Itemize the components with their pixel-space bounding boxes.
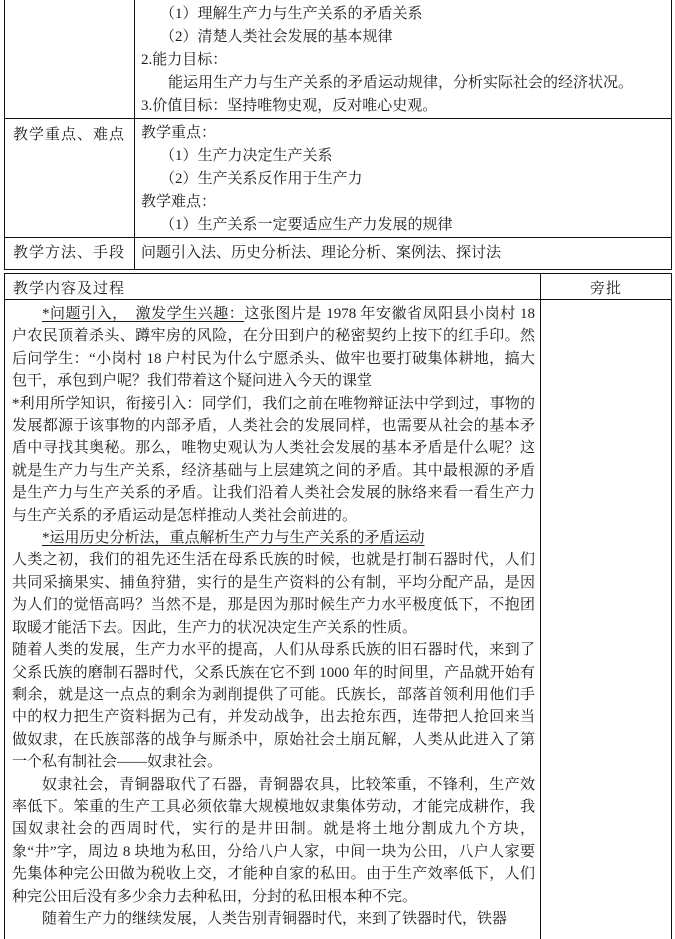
key-point-line: （1）生产力决定生产关系 <box>160 148 333 164</box>
content-paragraph <box>12 908 535 930</box>
key-point-line: （1）生产关系一定要适应生产力发展的规律 <box>160 217 453 233</box>
objective-line: （1）理解生产力与生产关系的矛盾关系 <box>160 6 423 22</box>
paragraph-text: 这张图片是 1978 年安徽省凤阳县小岗村 18 户农民顶着杀头、蹲牢房的风险，在分田到户的秘密契约上按下的红手印。然后问学生：“小岗村 18 户村民为什么宁愿杀头、做牢也要打破集体耕地，搞大包干，承包到户呢？我们带着这个疑问进入今天的课堂 <box>12 306 535 390</box>
paragraph-lead: *问题引入， 激发学生兴趣： <box>42 306 245 322</box>
content-paragraph <box>12 527 535 549</box>
content-paragraph <box>12 549 535 639</box>
content-header-row <box>5 274 672 300</box>
key-points-label: 教学重点、难点 <box>5 119 135 238</box>
methods-row <box>5 238 672 270</box>
objective-line: （2）清楚人类社会发展的基本规律 <box>160 29 393 45</box>
content-process-header: 教学内容及过程 <box>5 274 541 300</box>
paragraph-lead: *运用历史分析法，重点解析生产力与生产关系的矛盾运动 <box>42 530 425 547</box>
lesson-info-table <box>4 0 672 270</box>
teaching-content-cell <box>5 300 541 939</box>
objectives-content-cell <box>135 0 672 119</box>
objective-line: 能运用生产力与生产关系的矛盾运动规律，分析实际社会的经济状况。 <box>168 75 634 91</box>
key-point-line: （2）生产关系反作用于生产力 <box>160 171 363 187</box>
objective-line: 2.能力目标： <box>141 52 228 68</box>
content-paragraph <box>12 303 535 393</box>
content-paragraph <box>12 774 535 908</box>
key-point-line: 教学重点： <box>141 125 217 141</box>
side-notes-column <box>541 300 672 939</box>
content-body-row <box>5 300 672 939</box>
key-points-row <box>5 119 672 238</box>
side-notes-header: 旁批 <box>541 274 672 300</box>
paragraph-text: 随着生产力的继续发展，人类告别青铜器时代，来到了铁器时代，铁器 <box>42 910 508 927</box>
paragraph-text: 人类之初，我们的祖先还生活在母系氏族的时候，也就是打制石器时代，人们共同采摘果实、捕鱼狩猎，实行的是生产资料的公有制，平均分配产品，是因为人们的觉悟高吗？当然不是，那是因为那时候生产力水平极度低下，不抱团取暖才能活下去。因此，生产力的状况决定生产关系的性质。 <box>12 552 535 636</box>
methods-label: 教学方法、手段 <box>5 238 135 270</box>
objectives-row <box>5 0 672 119</box>
key-points-content-cell <box>135 119 672 238</box>
teaching-content-table <box>4 273 672 939</box>
paragraph-text: 随着人类的发展，生产力水平的提高，人们从母系氏族的旧石器时代，来到了父系氏族的磨制石器时代，父系氏族在它不到 1000 年的时间里，产品就开始有剩余，就是这一点点的剩余为剥削提供了可能。氏族长，部落首领利用他们手中的权力把生产资料据为己有，并发动战争，出去抢东西，连带把人抢回来当做奴隶，在氏族部落的战争与厮杀中，原始社会土崩瓦解，人类从此进入了第一个私有制社会——奴隶社会。 <box>12 642 535 771</box>
paragraph-text: *利用所学知识，衔接引入：同学们，我们之前在唯物辩证法中学到过，事物的发展都源于该事物的内部矛盾，人类社会的发展同样，也需要从社会的基本矛盾中寻找其奥秘。那么，唯物史观认为人类社会发展的基本矛盾是什么呢？这就是生产力与生产关系，经济基础与上层建筑之间的矛盾。其中最根源的矛盾是生产力与生产关系的矛盾。让我们沿着人类社会发展的脉络来看一看生产力与生产关系的矛盾运动是怎样推动人类社会前进的。 <box>12 395 535 524</box>
key-point-line: 教学难点： <box>141 194 217 210</box>
methods-content: 问题引入法、历史分析法、理论分析、案例法、探讨法 <box>135 238 672 270</box>
content-paragraph <box>12 639 535 773</box>
paragraph-text: 奴隶社会，青铜器取代了石器，青铜器农具，比较笨重，不锋利，生产效率低下。笨重的生产工具必须依靠大规模地奴隶集体劳动，才能完成耕作，我国奴隶社会的西周时代，实行的是井田制。就是将土地分割成九个方块，象“井”字，周边 8 块地为私田，分给八户人家，中间一块为公田，八户人家要先集体种完公田做为税收上交，才能种自家的私田。由于生产效率低下，人们种完公田后没有多少余力去种私田，分封的私田根本种不完。 <box>12 776 535 905</box>
objectives-label-cell <box>5 0 135 119</box>
content-paragraph <box>12 393 535 527</box>
objective-line: 3.价值目标：坚持唯物史观，反对唯心史观。 <box>141 98 438 114</box>
